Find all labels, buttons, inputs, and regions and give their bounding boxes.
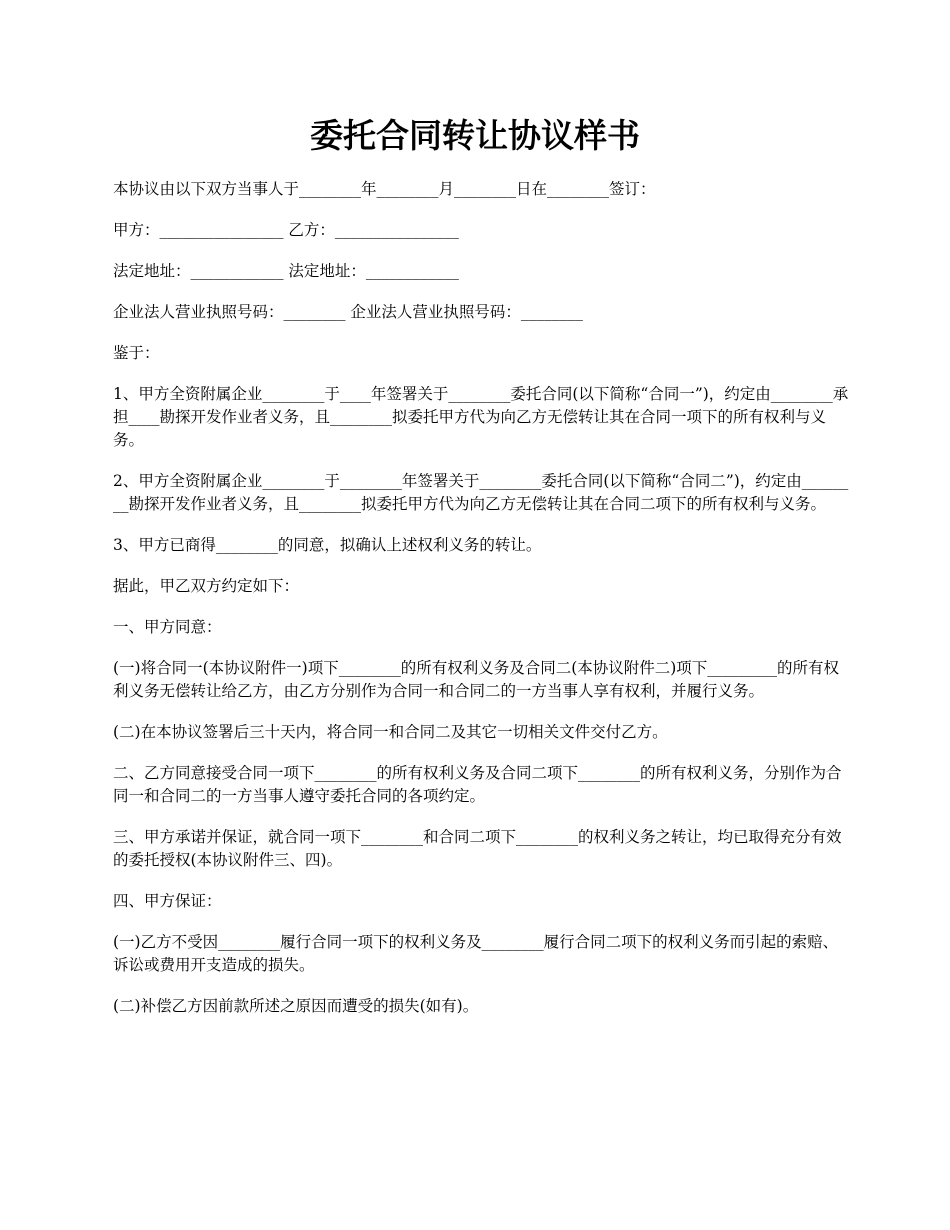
paragraph-whereas: 鉴于：	[113, 344, 160, 362]
paragraph-clause-4-item-1: (一)乙方不受因________履行合同一项下的权利义务及________履行合同二项下的权利义务而引起的索赔、诉讼或费用开支造成的损失。	[113, 933, 839, 974]
paragraph-address: 法定地址：____________ 法定地址：____________	[113, 262, 459, 280]
document-body	[113, 178, 853, 1036]
paragraph-parties: 甲方：________________ 乙方：________________	[113, 221, 459, 239]
paragraph-recital-3: 3、甲方已商得________的同意，拟确认上述权利义务的转让。	[113, 536, 542, 554]
paragraph-recital-2: 2、甲方全资附属企业________于________年签署关于________委托合同(以下简称“合同二”)，约定由________勘探开发作业者义务，且________拟委托甲方代为向乙方无偿转让其在合同二项下的所有权利与义务。	[113, 472, 849, 513]
paragraph-clause-2: 二、乙方同意接受合同一项下________的所有权利义务及合同二项下________的所有权利义务，分别作为合同一和合同二的一方当事人遵守委托合同的各项约定。	[113, 764, 842, 805]
paragraph-clause-4-item-2: (二)补偿乙方因前款所述之原因而遭受的损失(如有)。	[113, 997, 479, 1015]
document-title: 委托合同转让协议样书	[310, 116, 640, 155]
paragraph-license: 企业法人营业执照号码：________ 企业法人营业执照号码：________	[113, 303, 583, 321]
paragraph-intro: 本协议由以下双方当事人于________年________月________日在________签订：	[113, 180, 656, 198]
paragraph-agreement-intro: 据此，甲乙双方约定如下：	[113, 577, 300, 595]
paragraph-clause-3: 三、甲方承诺并保证，就合同一项下________和合同二项下________的权利义务之转让，均已取得充分有效的委托授权(本协议附件三、四)。	[113, 828, 842, 869]
paragraph-clause-1-item-1: (一)将合同一(本协议附件一)项下________的所有权利义务及合同二(本协议附件二)项下_________的所有权利义务无偿转让给乙方，由乙方分别作为合同一和合同二的一方当事人享有权利，并履行义务。	[113, 659, 840, 700]
paragraph-clause-1-heading: 一、甲方同意：	[113, 618, 222, 636]
paragraph-recital-1: 1、甲方全资附属企业________于____年签署关于________委托合同(以下简称“合同一”)，约定由________承担____勘探开发作业者义务，且________拟委托甲方代为向乙方无偿转让其在合同一项下的所有权利与义务。	[113, 385, 849, 449]
paragraph-clause-1-item-2: (二)在本协议签署后三十天内，将合同一和合同二及其它一切相关文件交付乙方。	[113, 723, 668, 741]
paragraph-clause-4-heading: 四、甲方保证：	[113, 892, 222, 910]
